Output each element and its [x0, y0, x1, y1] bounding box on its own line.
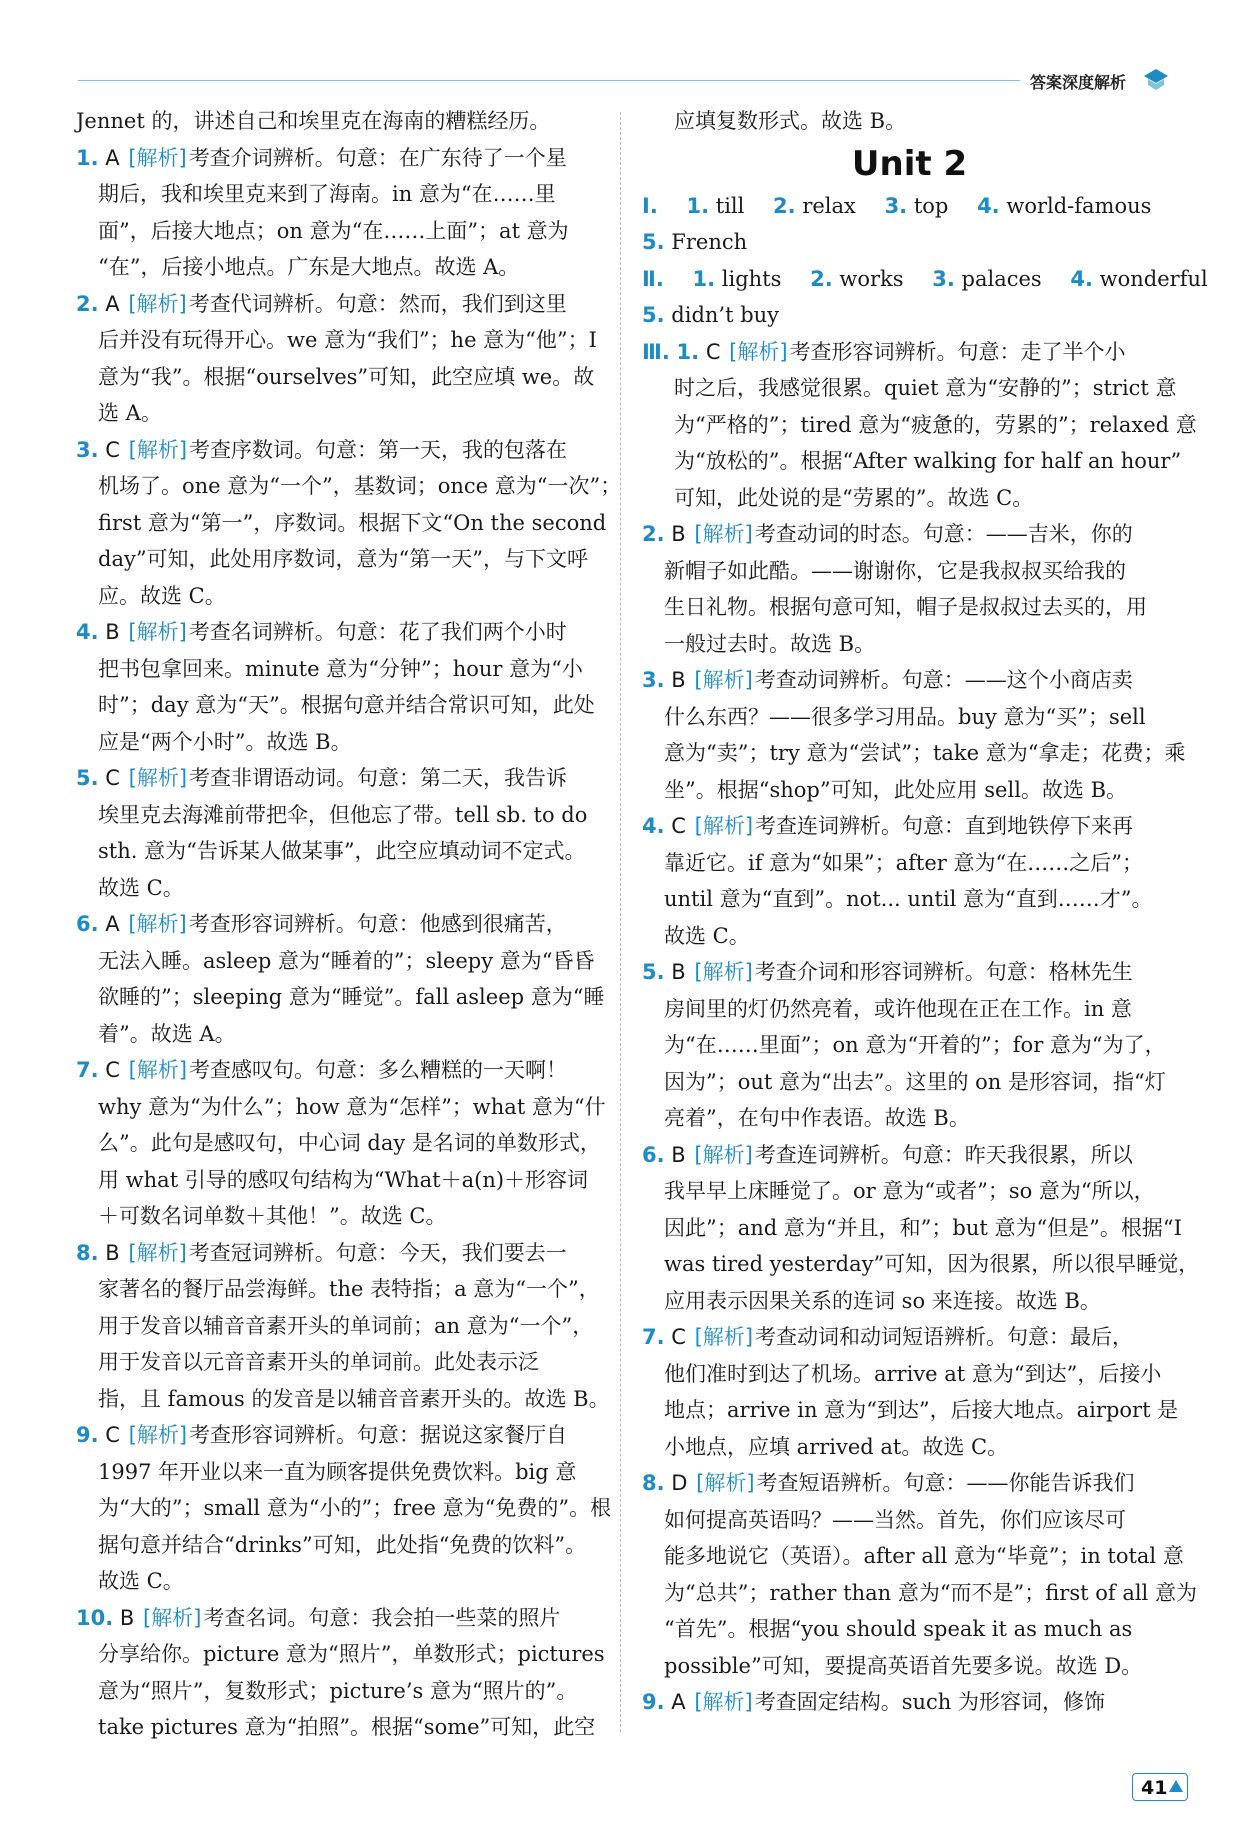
answer-letter: C	[105, 437, 120, 462]
line-text: 面”，后接大地点；on 意为“在……上面”；at 意为	[98, 218, 569, 243]
explanation-line	[642, 1246, 1200, 1283]
unit-title: Unit 2	[851, 143, 968, 184]
answer-letter: B	[671, 1142, 686, 1167]
line-text: 考查介词辨析。句意：在广东待了一个星	[188, 145, 567, 170]
item-number: 5.	[76, 766, 99, 790]
answer-letter: C	[105, 1423, 120, 1447]
explanation-line	[642, 626, 1177, 663]
explanation-line	[76, 103, 611, 140]
line-text: 坐”。根据“shop”可知，此处应用 sell。故选 B。	[664, 777, 1128, 802]
answer-item-line	[76, 1600, 611, 1637]
explanation-line	[76, 797, 611, 834]
answer-item-line	[642, 334, 1177, 371]
analysis-tag: [解析]	[694, 960, 753, 984]
line-text: take pictures 意为“拍照”。根据“some”可知，此空	[98, 1715, 596, 1739]
line-text: 时之后，我感觉很累。quiet 意为“安静的”；strict 意	[674, 376, 1177, 400]
line-text: 为“总共”；rather than 意为“而不是”；first of all 意为	[664, 1580, 1197, 1605]
line-text: 故选 C。	[664, 923, 750, 948]
item-number: 9.	[642, 1690, 665, 1714]
line-text: 考查冠词辨析。句意：今天，我们要去一	[188, 1240, 567, 1265]
line-text: 考查动词辨析。句意：——这个小商店卖	[754, 668, 1133, 692]
item-number: 2.	[76, 291, 99, 316]
line-text: 分享给你。picture 意为“照片”，单数形式；pictures	[98, 1642, 605, 1666]
line-text: 因为”；out 意为“出去”。这里的 on 是形容词，指“灯	[664, 1069, 1166, 1094]
line-text: 什么东西？——很多学习用品。buy 意为“买”；sell	[664, 704, 1146, 729]
column-divider	[620, 112, 621, 1732]
answer-word: French	[671, 230, 748, 254]
item-number: 5.	[642, 960, 665, 984]
item-number: 3.	[884, 193, 908, 218]
answer-word: lights	[721, 266, 782, 291]
item-number: 4.	[1070, 266, 1093, 291]
explanation-line	[76, 322, 611, 359]
explanation-line	[76, 687, 611, 724]
line-text: 考查连词辨析。句意：直到地铁停下来再	[755, 814, 1134, 838]
explanation-line	[76, 1673, 611, 1710]
line-text: 意为“卖”；try 意为“尝试”；take 意为“拿走；花费；乘	[664, 741, 1186, 765]
explanation-line	[642, 553, 1177, 590]
answer-letter: B	[671, 960, 686, 984]
section-1-row-2	[642, 224, 1177, 261]
line-text: 考查形容词辨析。句意：他感到很痛苦，	[188, 912, 567, 936]
explanation-line	[76, 1308, 611, 1345]
line-text: 时”；day 意为“天”。根据句意并结合常识可知，此处	[98, 693, 595, 717]
line-text: until 意为“直到”。not... until 意为“直到……才”。	[664, 887, 1153, 911]
item-number: 2.	[642, 522, 665, 546]
arrow-up-icon	[1169, 1780, 1183, 1792]
answer-item-line	[642, 1319, 1177, 1356]
line-text: 一般过去时。故选 B。	[664, 631, 876, 656]
line-text: 生日礼物。根据句意可知，帽子是叔叔过去买的，用	[664, 595, 1147, 619]
explanation-line	[76, 1709, 611, 1746]
explanation-line	[642, 1611, 1177, 1648]
item-number: 2.	[773, 193, 796, 218]
answer-letter: B	[671, 522, 686, 546]
explanation-line	[76, 578, 611, 615]
line-text: 考查非谓语动词。句意：第二天，我告诉	[189, 766, 568, 790]
line-text: 新帽子如此酷。——谢谢你，它是我叔叔买给我的	[664, 558, 1126, 583]
explanation-line	[642, 991, 1177, 1028]
explanation-line	[642, 1575, 1197, 1612]
left-column	[76, 103, 622, 1746]
explanation-line	[642, 1538, 1184, 1575]
explanation-line	[76, 724, 611, 761]
line-text: 考查代词辨析。句意：然而，我们到这里	[188, 291, 567, 316]
explanation-line	[76, 395, 611, 432]
line-text: first 意为“第一”，序数词。根据下文“On the second	[98, 510, 607, 535]
answer-item-line	[642, 954, 1177, 991]
line-text: 考查形容词辨析。句意：走了半个小	[789, 339, 1126, 364]
analysis-tag: [解析]	[128, 766, 188, 790]
line-text: 无法入睡。asleep 意为“睡着的”；sleepy 意为“昏昏	[98, 948, 595, 973]
line-text: 考查动词的时态。句意：——吉米，你的	[754, 522, 1133, 546]
item-number: 1.	[76, 145, 99, 170]
explanation-line	[76, 1016, 611, 1053]
explanation-line	[642, 1356, 1177, 1393]
answer-item-line	[642, 1684, 1177, 1721]
answer-letter: C	[705, 339, 721, 364]
answer-item-line	[76, 906, 611, 943]
line-text: 应是“两个小时”。故选 B。	[98, 729, 352, 754]
answer-word: works	[839, 266, 904, 291]
line-text: 用于发音以辅音音素开头的单词前；an 意为“一个”，	[98, 1313, 594, 1338]
analysis-tag: [解析]	[729, 339, 788, 364]
explanation-line	[642, 1648, 1177, 1685]
item-number: 1.	[686, 193, 710, 218]
item-number: 1.	[676, 339, 700, 364]
explanation-line	[642, 735, 1186, 772]
explanation-line	[76, 1563, 611, 1600]
line-text: 考查固定结构。such 为形容词，修饰	[754, 1690, 1105, 1714]
explanation-line	[642, 699, 1177, 736]
explanation-line	[76, 249, 611, 286]
analysis-tag: [解析]	[128, 620, 187, 644]
answer-letter: C	[105, 766, 120, 790]
answer-letter: C	[671, 814, 686, 838]
answer-item-line	[642, 516, 1177, 553]
item-number: 9.	[76, 1423, 99, 1447]
item-number: 5.	[642, 303, 665, 327]
line-text: 着”。故选 A。	[98, 1021, 236, 1046]
answer-item-line	[642, 808, 1177, 845]
line-text: 因此”；and 意为“并且，和”；but 意为“但是”。根据“I	[664, 1215, 1182, 1240]
section-number: Ⅱ.	[642, 266, 664, 291]
answer-item-line	[76, 1417, 611, 1454]
line-text: 房间里的灯仍然亮着，或许他现在正在工作。in 意	[664, 996, 1132, 1021]
line-text: 指，且 famous 的发音是以辅音音素开头的。故选 B。	[98, 1386, 610, 1411]
line-text: why 意为“为什么”；how 意为“怎样”；what 意为“什	[98, 1094, 606, 1119]
page-number	[1132, 1773, 1188, 1801]
item-number: 3.	[642, 668, 665, 692]
explanation-line	[642, 1100, 1177, 1137]
line-text: 故选 C。	[98, 1569, 184, 1593]
line-text: 么”。此句是感叹句，中心词 day 是名词的单数形式，	[98, 1131, 601, 1155]
line-text: 能多地说它（英语）。after all 意为“毕竟”；in total 意	[664, 1544, 1184, 1568]
line-text: day”可知，此处用序数词，意为“第一天”，与下文呼	[98, 547, 589, 571]
line-text: 把书包拿回来。minute 意为“分钟”；hour 意为“小	[98, 656, 583, 681]
explanation-line	[76, 1162, 611, 1199]
explanation-line	[76, 1198, 611, 1235]
line-text: 为“严格的”；tired 意为“疲惫的，劳累的”；relaxed 意	[674, 412, 1197, 437]
item-number: 4.	[76, 620, 99, 644]
explanation-line	[76, 979, 611, 1016]
line-text: 小地点，应填 arrived at。故选 C。	[664, 1434, 1009, 1459]
answer-item-line	[642, 662, 1177, 699]
analysis-tag: [解析]	[128, 1240, 187, 1265]
line-text: 亮着”，在句中作表语。故选 B。	[664, 1106, 970, 1130]
item-number: 8.	[642, 1471, 665, 1495]
explanation-line	[642, 1210, 1182, 1247]
explanation-line	[642, 845, 1177, 882]
explanation-line	[642, 1429, 1177, 1466]
line-text: 欲睡的”；sleeping 意为“睡觉”。fall asleep 意为“睡	[98, 985, 605, 1009]
explanation-line	[642, 1283, 1177, 1320]
analysis-tag: [解析]	[128, 145, 187, 170]
section-2-row-2	[642, 297, 1177, 334]
explanation-line	[76, 541, 611, 578]
line-text: Jennet 的，讲述自己和埃里克在海南的糟糕经历。	[76, 109, 551, 133]
explanation-line	[76, 1381, 611, 1418]
explanation-line	[76, 1636, 611, 1673]
line-text: was tired yesterday”可知，因为很累，所以很早睡觉，	[664, 1252, 1200, 1276]
line-text: 考查介词和形容词辨析。句意：格林先生	[754, 960, 1133, 984]
item-number: 8.	[76, 1240, 99, 1265]
line-text: 期后，我和埃里克来到了海南。in 意为“在……里	[98, 182, 556, 206]
answer-word: top	[913, 193, 949, 218]
header-rule	[78, 80, 1020, 81]
line-text: 可知，此处说的是“劳累的”。故选 C。	[674, 485, 1034, 510]
answer-letter: B	[119, 1605, 135, 1630]
section-3	[642, 334, 1200, 1721]
answer-item-line	[76, 286, 611, 323]
answer-item-line	[76, 1235, 611, 1272]
answer-item-line	[76, 614, 611, 651]
item-number: 6.	[642, 1142, 665, 1167]
line-text: 靠近它。if 意为“如果”；after 意为“在……之后”；	[664, 850, 1143, 875]
continued-text: 应填复数形式。故选 B。	[674, 109, 907, 133]
answer-item-line	[76, 432, 611, 469]
analysis-tag: [解析]	[128, 912, 187, 936]
explanation-line	[642, 1502, 1177, 1539]
explanation-line	[642, 443, 1182, 480]
line-text: 为“放松的”。根据“After walking for half an hour”	[674, 449, 1182, 473]
explanation-line	[76, 870, 611, 907]
line-text: ＋可数名词单数＋其他！”。故选 C。	[98, 1204, 447, 1228]
answer-item-line	[642, 1465, 1177, 1502]
explanation-line	[642, 407, 1197, 444]
section-number: Ⅰ.	[642, 193, 658, 218]
line-text: 考查名词。句意：我会拍一些菜的照片	[203, 1605, 561, 1630]
item-number: 3.	[932, 266, 955, 291]
line-text: 考查名词辨析。句意：花了我们两个小时	[188, 620, 567, 644]
line-text: 1997 年开业以来一直为顾客提供免费饮料。big 意	[98, 1459, 577, 1484]
section-1-row-1	[642, 188, 1177, 225]
line-text: 为“大的”；small 意为“小的”；free 意为“免费的”。根	[98, 1496, 612, 1520]
line-text: sth. 意为“告诉某人做某事”，此空应填动词不定式。	[98, 839, 586, 863]
answer-letter: A	[105, 145, 120, 170]
line-text: 考查感叹句。句意：多么糟糕的一天啊！	[189, 1058, 568, 1082]
item-number: 4.	[977, 193, 1000, 218]
line-text: 考查序数词。句意：第一天，我的包落在	[189, 437, 568, 462]
answer-word: world-famous	[1006, 193, 1152, 218]
analysis-tag: [解析]	[128, 291, 187, 316]
explanation-line	[642, 589, 1177, 626]
answer-letter: B	[671, 668, 686, 692]
answer-letter: C	[671, 1325, 686, 1349]
answer-letter: B	[105, 1240, 120, 1265]
analysis-tag: [解析]	[128, 437, 188, 462]
line-text: 如何提高英语吗？——当然。首先，你们应该尽可	[664, 1507, 1126, 1532]
answer-item-line	[76, 760, 611, 797]
explanation-line	[642, 881, 1177, 918]
line-text: 选 A。	[98, 401, 162, 425]
explanation-line	[642, 1064, 1177, 1101]
analysis-tag: [解析]	[694, 1142, 753, 1167]
book-icon	[1142, 66, 1170, 92]
answer-letter: A	[671, 1690, 686, 1714]
item-number: 7.	[76, 1058, 99, 1082]
answer-letter: C	[105, 1058, 120, 1082]
explanation-line	[76, 1490, 611, 1527]
explanation-line	[642, 1027, 1177, 1064]
answer-word: relax	[802, 193, 856, 218]
answer-word: till	[715, 193, 745, 218]
analysis-tag: [解析]	[694, 1690, 753, 1714]
item-number: 1.	[692, 266, 716, 291]
page-number-text: 41	[1141, 1777, 1168, 1799]
line-text: 意为“照片”，复数形式；picture’s 意为“照片的”。	[98, 1678, 578, 1703]
explanation-line	[76, 943, 611, 980]
section-2-row-1	[642, 261, 1208, 298]
explanation-line	[76, 359, 611, 396]
item-number: 3.	[76, 437, 99, 462]
answer-letter: A	[105, 912, 120, 936]
analysis-tag: [解析]	[128, 1423, 188, 1447]
explanation-line	[642, 370, 1177, 407]
answer-word: palaces	[961, 266, 1042, 291]
explanation-line	[76, 468, 622, 505]
explanation-line	[642, 772, 1177, 809]
explanation-line	[76, 833, 611, 870]
analysis-tag: [解析]	[128, 1058, 188, 1082]
header-title: 答案深度解析	[1030, 73, 1127, 92]
line-text: “在”，后接小地点。广东是大地点。故选 A。	[98, 255, 520, 279]
item-number: 10.	[76, 1605, 114, 1630]
analysis-tag: [解析]	[694, 522, 753, 546]
line-text: 他们准时到达了机场。arrive at 意为“到达”，后接小	[664, 1361, 1162, 1386]
line-text: 家著名的餐厅品尝海鲜。the 表特指；a 意为“一个”，	[98, 1277, 600, 1301]
item-number: 2.	[810, 266, 833, 291]
line-text: 考查连词辨析。句意：昨天我很累，所以	[754, 1142, 1133, 1167]
answer-item-line	[76, 140, 611, 177]
explanation-line	[642, 1392, 1177, 1429]
answer-item-line	[76, 1052, 611, 1089]
item-number: 5.	[642, 230, 665, 254]
line-text: 故选 C。	[98, 875, 184, 900]
item-number: 7.	[642, 1325, 665, 1349]
line-text: 我早早上床睡觉了。or 意为“或者”；so 意为“所以，	[664, 1179, 1155, 1203]
explanation-line	[642, 1173, 1177, 1210]
answer-letter: D	[671, 1471, 688, 1495]
explanation-line	[76, 213, 611, 250]
answer-letter: A	[105, 291, 120, 316]
line-text: 用 what 引导的感叹句结构为“What＋a(n)＋形容词	[98, 1167, 589, 1192]
line-text: 为“在……里面”；on 意为“开着的”；for 意为“为了，	[664, 1033, 1166, 1057]
line-text: 考查动词和动词短语辨析。句意：最后，	[755, 1325, 1134, 1349]
explanation-line	[642, 918, 1177, 955]
explanation-line	[76, 1527, 611, 1564]
explanation-line	[76, 1454, 611, 1491]
line-text: 据句意并结合“drinks”可知，此处指“免费的饮料”。	[98, 1532, 587, 1557]
item-number: 4.	[642, 814, 665, 838]
explanation-line	[76, 651, 611, 688]
analysis-tag: [解析]	[143, 1605, 202, 1630]
explanation-line	[76, 176, 611, 213]
line-text: “首先”。根据“you should speak it as much as	[664, 1617, 1133, 1641]
analysis-tag: [解析]	[694, 1325, 754, 1349]
line-text: 埃里克去海滩前带把伞，但他忘了带。tell sb. to do	[98, 802, 588, 827]
line-text: 机场了。one 意为“一个”，基数词；once 意为“一次”；	[98, 474, 622, 498]
line-text: 用于发音以元音音素开头的单词前。此处表示泛	[98, 1350, 539, 1374]
explanation-line	[76, 1089, 611, 1126]
item-number: 6.	[76, 912, 99, 936]
analysis-tag: [解析]	[694, 814, 754, 838]
right-column	[642, 103, 1208, 1721]
answer-word: wonderful	[1099, 266, 1208, 291]
line-text: 后并没有玩得开心。we 意为“我们”；he 意为“他”；I	[98, 328, 597, 352]
line-text: 应。故选 C。	[98, 583, 226, 608]
answer-word: didn’t buy	[671, 303, 780, 327]
line-text: possible”可知，要提高英语首先要多说。故选 D。	[664, 1653, 1143, 1678]
answer-letter: B	[105, 620, 120, 644]
explanation-line	[76, 1344, 611, 1381]
line-text: 应用表示因果关系的连词 so 来连接。故选 B。	[664, 1288, 1101, 1313]
explanation-line	[76, 1125, 611, 1162]
line-text: 意为“我”。根据“ourselves”可知，此空应填 we。故	[98, 364, 595, 389]
line-text: 地点；arrive in 意为“到达”，后接大地点。airport 是	[664, 1398, 1179, 1422]
explanation-line	[642, 480, 1177, 517]
explanation-line	[76, 1271, 611, 1308]
answer-item-line	[642, 1137, 1177, 1174]
line-text: 考查形容词辨析。句意：据说这家餐厅自	[189, 1423, 568, 1447]
analysis-tag: [解析]	[694, 668, 753, 692]
section-number: Ⅲ.	[642, 339, 670, 364]
explanation-line	[76, 505, 611, 542]
line-text: 考查短语辨析。句意：——你能告诉我们	[756, 1471, 1135, 1495]
analysis-tag: [解析]	[696, 1471, 755, 1495]
